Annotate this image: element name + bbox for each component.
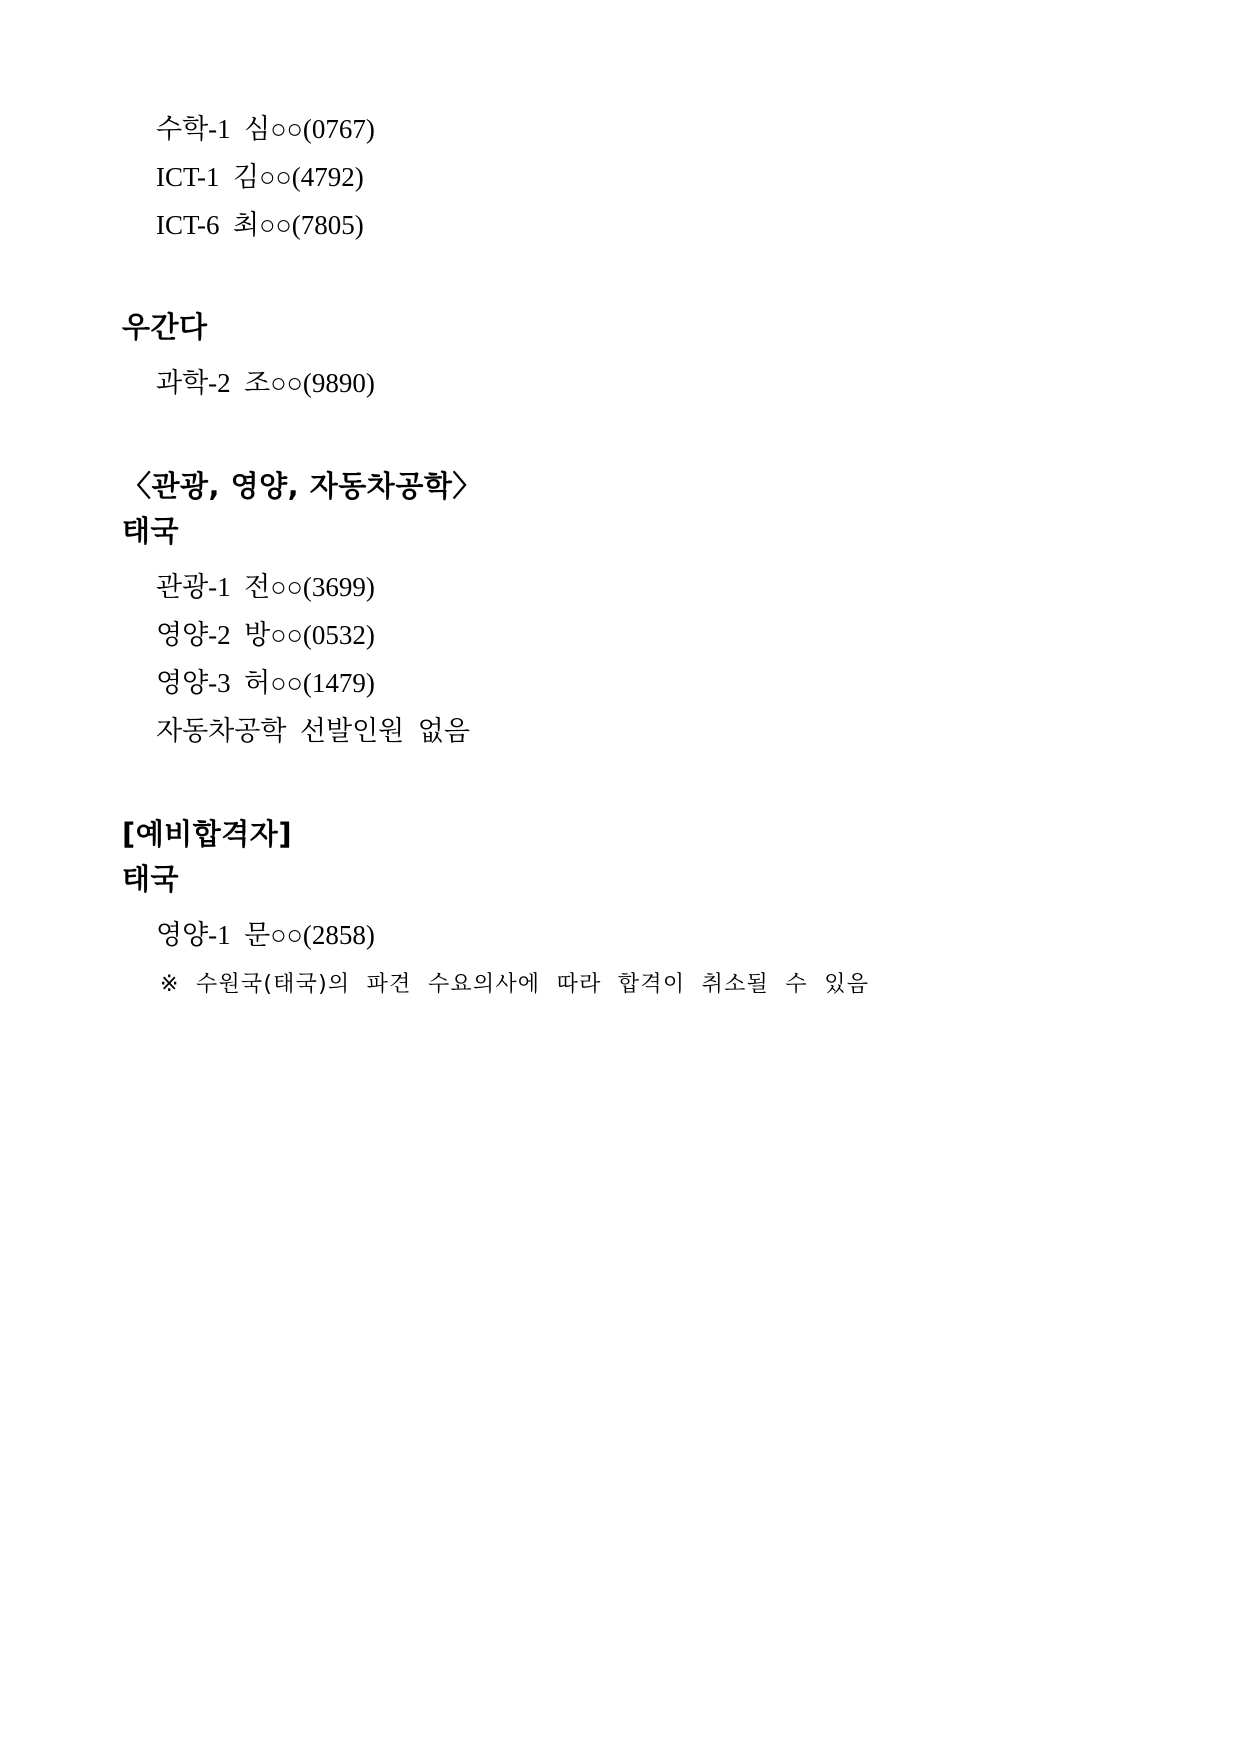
section-heading: [예비합격자] bbox=[122, 816, 293, 851]
entry-text: 영양-2 방○○(0532) bbox=[156, 620, 375, 651]
spacer bbox=[120, 554, 1120, 564]
list-item bbox=[120, 360, 1120, 408]
entry-text: 수학-1 심○○(0767) bbox=[156, 113, 375, 144]
section-waitlist bbox=[120, 812, 1120, 996]
spacer bbox=[120, 408, 1120, 464]
entry-text: ICT-1 김○○(4792) bbox=[156, 161, 364, 192]
section-uganda bbox=[120, 305, 1120, 408]
entry-text: 영양-1 문○○(2858) bbox=[156, 920, 375, 951]
list-item bbox=[120, 201, 1120, 249]
entry-text: ICT-6 최○○(7805) bbox=[156, 209, 364, 240]
entry-text: 관광-1 전○○(3699) bbox=[156, 572, 375, 603]
list-item bbox=[120, 912, 1120, 960]
section-tourism-nutrition-automotive bbox=[120, 464, 1120, 756]
spacer bbox=[120, 249, 1120, 305]
entry-text: 영양-3 허○○(1479) bbox=[156, 668, 375, 699]
entry-text: 자동차공학 선발인원 없음 bbox=[156, 716, 470, 747]
section-subheading: 태국 bbox=[122, 861, 180, 896]
list-item bbox=[120, 708, 1120, 756]
spacer bbox=[120, 902, 1120, 912]
section-heading: 우간다 bbox=[122, 310, 208, 344]
section-heading: 〈관광, 영양, 자동차공학〉 bbox=[122, 468, 482, 503]
entry-text: 과학-2 조○○(9890) bbox=[156, 368, 375, 399]
list-item bbox=[120, 660, 1120, 708]
spacer bbox=[120, 350, 1120, 360]
section-continuation bbox=[120, 105, 1120, 249]
list-item bbox=[120, 612, 1120, 660]
footnote: ※ 수원국(태국)의 파견 수요의사에 따라 합격이 취소될 수 있음 bbox=[160, 971, 870, 997]
spacer bbox=[120, 756, 1120, 812]
list-item bbox=[120, 564, 1120, 612]
list-item bbox=[120, 153, 1120, 201]
list-item bbox=[120, 105, 1120, 153]
section-subheading: 태국 bbox=[122, 513, 180, 548]
